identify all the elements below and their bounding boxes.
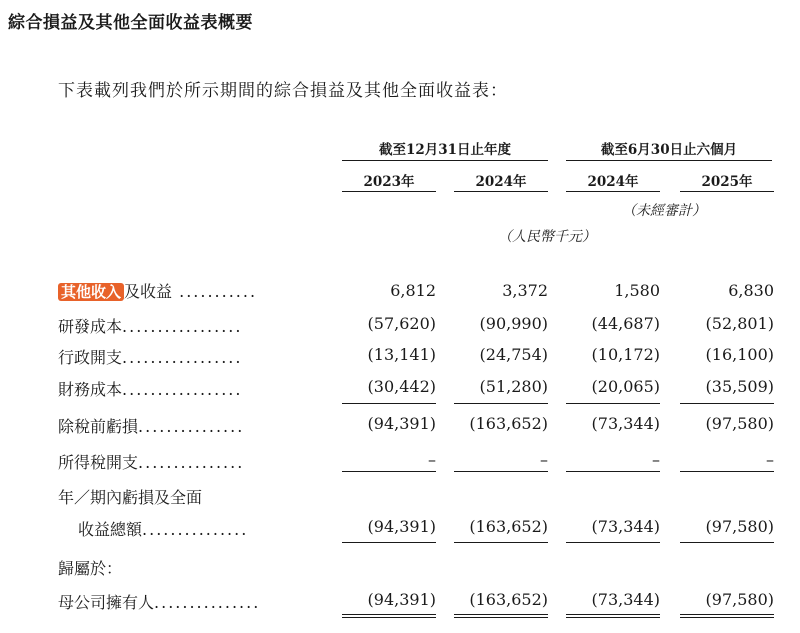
- row-label-finance: 財務成本.................: [58, 380, 243, 399]
- double-rule: [454, 614, 548, 618]
- cell: (52,801): [705, 314, 774, 333]
- year-header: 2024年: [475, 174, 527, 190]
- year-rule: [342, 191, 436, 192]
- highlighted-term: 其他收入: [58, 283, 124, 301]
- cell: (73,344): [591, 517, 660, 536]
- subtotal-rule: [454, 471, 548, 472]
- section-heading: 綜合損益及其他全面收益表概要: [8, 13, 253, 33]
- row-label-attributable: 歸屬於：: [58, 559, 123, 578]
- cell: (97,580): [705, 590, 774, 609]
- subtotal-rule: [566, 403, 660, 404]
- cell: –: [428, 450, 436, 469]
- cell: (163,652): [469, 414, 548, 433]
- group-header-half: 截至6月30日止六個月: [600, 142, 738, 158]
- year-rule: [680, 191, 774, 192]
- cell: (94,391): [367, 590, 436, 609]
- cell: (35,509): [705, 377, 774, 396]
- unit-note: （人民幣千元）: [498, 229, 596, 245]
- cell: (90,990): [479, 314, 548, 333]
- row-label-total: 收益總額...............: [78, 520, 249, 539]
- year-rule: [454, 191, 548, 192]
- subtotal-rule: [342, 471, 436, 472]
- row-label-owners: 母公司擁有人...............: [58, 593, 261, 612]
- cell: (44,687): [591, 314, 660, 333]
- total-rule: [342, 542, 436, 543]
- year-header: 2024年: [587, 174, 639, 190]
- cell: (97,580): [705, 517, 774, 536]
- unaudited-note: （未經審計）: [622, 203, 706, 219]
- cell: (163,652): [469, 517, 548, 536]
- subtotal-rule: [680, 403, 774, 404]
- cell: (20,065): [591, 377, 660, 396]
- cell: (94,391): [367, 517, 436, 536]
- double-rule: [342, 614, 436, 618]
- cell: (13,141): [367, 345, 436, 364]
- cell: (30,442): [367, 377, 436, 396]
- subtotal-rule: [342, 403, 436, 404]
- total-rule: [454, 542, 548, 543]
- row-label-rnd: 研發成本.................: [58, 317, 243, 336]
- cell: (24,754): [479, 345, 548, 364]
- row-label-admin: 行政開支.................: [58, 348, 243, 367]
- cell: 3,372: [502, 281, 548, 300]
- cell: 1,580: [614, 281, 660, 300]
- cell: –: [766, 450, 774, 469]
- cell: –: [652, 450, 660, 469]
- year-header: 2025年: [701, 174, 753, 190]
- subtotal-rule: [566, 471, 660, 472]
- total-rule: [680, 542, 774, 543]
- cell: (163,652): [469, 590, 548, 609]
- row-label-other-income: 其他收入 及收益 ...........: [58, 279, 257, 302]
- cell: –: [540, 450, 548, 469]
- row-label-pretax: 除稅前虧損...............: [58, 417, 245, 436]
- cell: 6,812: [390, 281, 436, 300]
- year-rule: [566, 191, 660, 192]
- group-rule-half: [566, 160, 772, 161]
- total-rule: [566, 542, 660, 543]
- intro-text: 下表載列我們於所示期間的綜合損益及其他全面收益表：: [58, 81, 508, 101]
- cell: (57,620): [367, 314, 436, 333]
- subtotal-rule: [680, 471, 774, 472]
- cell: (73,344): [591, 414, 660, 433]
- cell: (73,344): [591, 590, 660, 609]
- year-header: 2023年: [363, 174, 415, 190]
- cell: (97,580): [705, 414, 774, 433]
- cell: (94,391): [367, 414, 436, 433]
- cell: 6,830: [728, 281, 774, 300]
- cell: (51,280): [479, 377, 548, 396]
- cell: (10,172): [591, 345, 660, 364]
- subtotal-rule: [454, 403, 548, 404]
- cell: (16,100): [705, 345, 774, 364]
- group-rule-year: [342, 160, 548, 161]
- row-label-total-line1: 年／期內虧損及全面: [58, 488, 203, 507]
- row-label-tax: 所得稅開支...............: [58, 453, 245, 472]
- double-rule: [566, 614, 660, 618]
- double-rule: [680, 614, 774, 618]
- group-header-year: 截至12月31日止年度: [378, 142, 512, 158]
